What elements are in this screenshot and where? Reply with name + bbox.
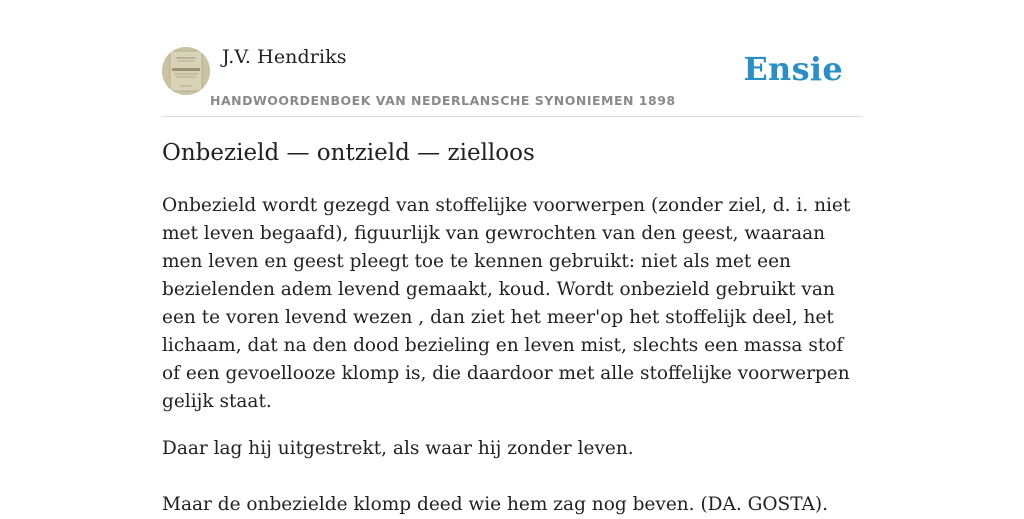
- header: [162, 0, 862, 117]
- ensie-logo[interactable]: Ensie: [743, 50, 843, 88]
- quote-line-2: Maar de onbezielde klomp deed wie hem zag nog beven. (DA. GOSTA).: [162, 494, 829, 515]
- book-cover-avatar[interactable]: [162, 47, 210, 95]
- page-container: [162, 0, 862, 515]
- quote-line-1: Daar lag hij uitgestrekt, als waar hij zonder leven.: [162, 438, 634, 459]
- author-name[interactable]: J.V. Hendriks: [222, 46, 347, 68]
- entry-paragraph: Onbezield wordt gezegd van stoffelijke voorwerpen (zonder ziel, d. i. niet met leven begaafd), figuurlijk van gewrochten van den geest, waaraan men leven en geest pleegt toe te kennen gebruikt: niet als met een bezielenden adem levend gemaakt, koud. Wordt onbezield gebruikt van een te voren levend wezen , dan ziet het meer'op het stoffelijk deel, het lichaam, dat na den dood bezieling en leven mist, slechts een massa stof of een gevoellooze klomp is, die daardoor met alle stoffelijke voorwerpen gelijk staat.: [162, 195, 851, 412]
- entry-title: Onbezield — ontzield — zielloos: [162, 140, 535, 166]
- entry-body: [162, 192, 862, 519]
- book-title[interactable]: HANDWOORDENBOEK VAN NEDERLANSCHE SYNONIEMEN 1898: [210, 93, 676, 108]
- book-cover-icon: [162, 47, 210, 95]
